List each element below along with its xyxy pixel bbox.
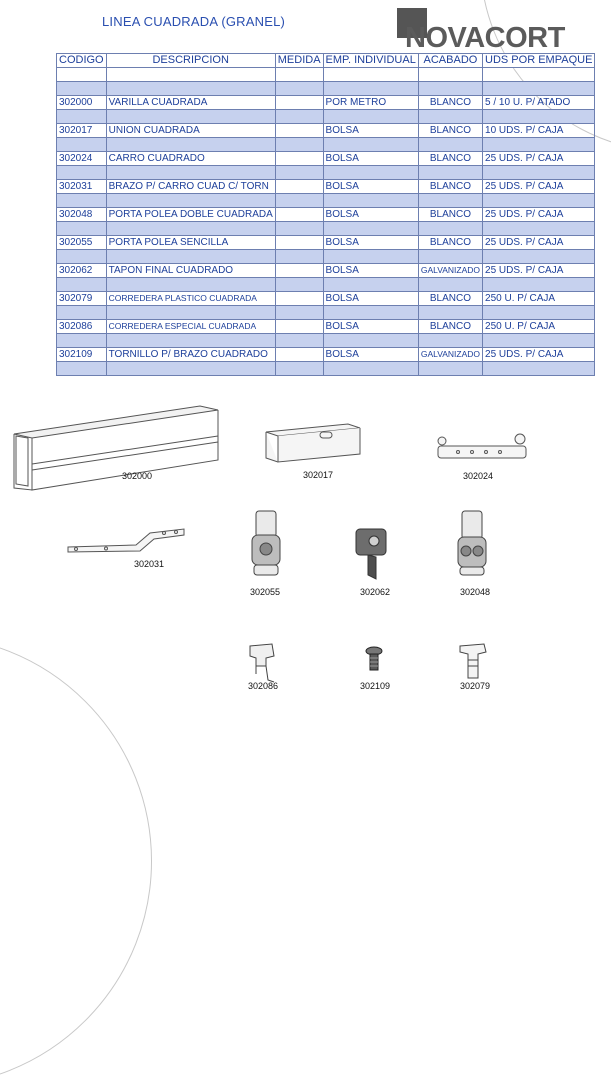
cell-codigo: 302017: [57, 124, 107, 138]
cell-codigo: 302031: [57, 180, 107, 194]
cell-acabado: BLANCO: [418, 124, 482, 138]
cell-uds: 25 UDS. P/ CAJA: [483, 348, 595, 362]
cell-uds: 25 UDS. P/ CAJA: [483, 180, 595, 194]
caption-302017: 302017: [303, 470, 334, 480]
cell-emp: BOLSA: [323, 348, 418, 362]
single-pulley-holder-drawing: [248, 509, 284, 579]
cell-medida: [275, 320, 323, 334]
cell-codigo: 302109: [57, 348, 107, 362]
cell-uds: 25 UDS. P/ CAJA: [483, 236, 595, 250]
spacer-row: [57, 278, 595, 292]
product-table: [56, 53, 595, 376]
caption-302055: 302055: [250, 587, 281, 597]
caption-302109: 302109: [360, 681, 391, 691]
logo-wordmark: NOVACORT: [405, 22, 565, 54]
carriage-drawing: [434, 432, 530, 466]
cell-descripcion: VARILLA CUADRADA: [106, 96, 275, 110]
cell-codigo: 302024: [57, 152, 107, 166]
cell-descripcion: TORNILLO P/ BRAZO CUADRADO: [106, 348, 275, 362]
cell-acabado: GALVANIZADO: [418, 264, 482, 278]
table-row: [57, 208, 595, 222]
cell-emp: BOLSA: [323, 208, 418, 222]
cell-emp: BOLSA: [323, 180, 418, 194]
header-descripcion: DESCRIPCION: [106, 54, 275, 68]
spacer-row: [57, 306, 595, 320]
cell-medida: [275, 124, 323, 138]
cell-descripcion: CORREDERA PLASTICO CUADRADA: [106, 292, 275, 306]
header-uds-por-empaque: UDS POR EMPAQUE: [483, 54, 595, 68]
cell-emp: BOLSA: [323, 236, 418, 250]
spacer-row: [57, 334, 595, 348]
table-row: [57, 348, 595, 362]
cell-codigo: 302055: [57, 236, 107, 250]
spacer-row: [57, 68, 595, 82]
cell-descripcion: TAPON FINAL CUADRADO: [106, 264, 275, 278]
spacer-row: [57, 194, 595, 208]
cell-emp: BOLSA: [323, 292, 418, 306]
spacer-row: [57, 138, 595, 152]
cell-descripcion: PORTA POLEA SENCILLA: [106, 236, 275, 250]
cell-acabado: GALVANIZADO: [418, 348, 482, 362]
header-acabado: ACABADO: [418, 54, 482, 68]
cell-emp: BOLSA: [323, 320, 418, 334]
cell-codigo: 302062: [57, 264, 107, 278]
cell-acabado: BLANCO: [418, 180, 482, 194]
caption-302086: 302086: [248, 681, 279, 691]
table-row: [57, 292, 595, 306]
spacer-row: [57, 362, 595, 376]
cell-codigo: 302086: [57, 320, 107, 334]
special-slider-drawing: [246, 640, 280, 684]
cell-descripcion: PORTA POLEA DOBLE CUADRADA: [106, 208, 275, 222]
cell-descripcion: BRAZO P/ CARRO CUAD C/ TORN: [106, 180, 275, 194]
end-cap-drawing: [354, 527, 390, 581]
header-medida: MEDIDA: [275, 54, 323, 68]
table-row: [57, 264, 595, 278]
cell-emp: BOLSA: [323, 152, 418, 166]
cell-medida: [275, 152, 323, 166]
cell-medida: [275, 208, 323, 222]
caption-302079: 302079: [460, 681, 491, 691]
cell-medida: [275, 180, 323, 194]
cell-uds: 250 U. P/ CAJA: [483, 292, 595, 306]
cell-codigo: 302048: [57, 208, 107, 222]
cell-acabado: BLANCO: [418, 152, 482, 166]
double-pulley-holder-drawing: [454, 509, 490, 579]
cell-codigo: 302000: [57, 96, 107, 110]
caption-302031: 302031: [134, 559, 165, 569]
arm-bracket-drawing: [66, 527, 196, 555]
cell-uds: 25 UDS. P/ CAJA: [483, 208, 595, 222]
cell-acabado: BLANCO: [418, 320, 482, 334]
cell-medida: [275, 236, 323, 250]
cell-uds: 25 UDS. P/ CAJA: [483, 264, 595, 278]
cell-acabado: BLANCO: [418, 236, 482, 250]
cell-uds: 250 U. P/ CAJA: [483, 320, 595, 334]
header-emp-individual: EMP. INDIVIDUAL: [323, 54, 418, 68]
table-row: [57, 236, 595, 250]
brand-logo: [397, 8, 567, 52]
spacer-row: [57, 82, 595, 96]
table-row: [57, 320, 595, 334]
plastic-slider-drawing: [456, 638, 490, 682]
cell-acabado: BLANCO: [418, 96, 482, 110]
spacer-row: [57, 250, 595, 264]
table-row: [57, 96, 595, 110]
cell-uds: 25 UDS. P/ CAJA: [483, 152, 595, 166]
header-codigo: CODIGO: [57, 54, 107, 68]
spacer-row: [57, 110, 595, 124]
cell-descripcion: CARRO CUADRADO: [106, 152, 275, 166]
cell-medida: [275, 96, 323, 110]
cell-medida: [275, 348, 323, 362]
cell-descripcion: UNION CUADRADA: [106, 124, 275, 138]
caption-302000: 302000: [122, 471, 153, 481]
cell-acabado: BLANCO: [418, 292, 482, 306]
decorative-arc-bottom-left: [0, 635, 152, 1087]
cell-uds: 10 UDS. P/ CAJA: [483, 124, 595, 138]
caption-302062: 302062: [360, 587, 391, 597]
table-header-row: [57, 54, 595, 68]
cell-emp: BOLSA: [323, 264, 418, 278]
cell-medida: [275, 292, 323, 306]
screw-drawing: [364, 646, 384, 674]
table-row: [57, 124, 595, 138]
cell-emp: POR METRO: [323, 96, 418, 110]
cell-codigo: 302079: [57, 292, 107, 306]
page-title: LINEA CUADRADA (GRANEL): [102, 14, 286, 29]
union-connector-drawing: [264, 422, 364, 468]
cell-emp: BOLSA: [323, 124, 418, 138]
cell-uds: 5 / 10 U. P/ ATADO: [483, 96, 595, 110]
cell-descripcion: CORREDERA ESPECIAL CUADRADA: [106, 320, 275, 334]
cell-acabado: BLANCO: [418, 208, 482, 222]
caption-302024: 302024: [463, 471, 494, 481]
table-row: [57, 180, 595, 194]
spacer-row: [57, 166, 595, 180]
caption-302048: 302048: [460, 587, 491, 597]
cell-medida: [275, 264, 323, 278]
rail-profile-drawing: [10, 402, 220, 492]
spacer-row: [57, 222, 595, 236]
table-row: [57, 152, 595, 166]
